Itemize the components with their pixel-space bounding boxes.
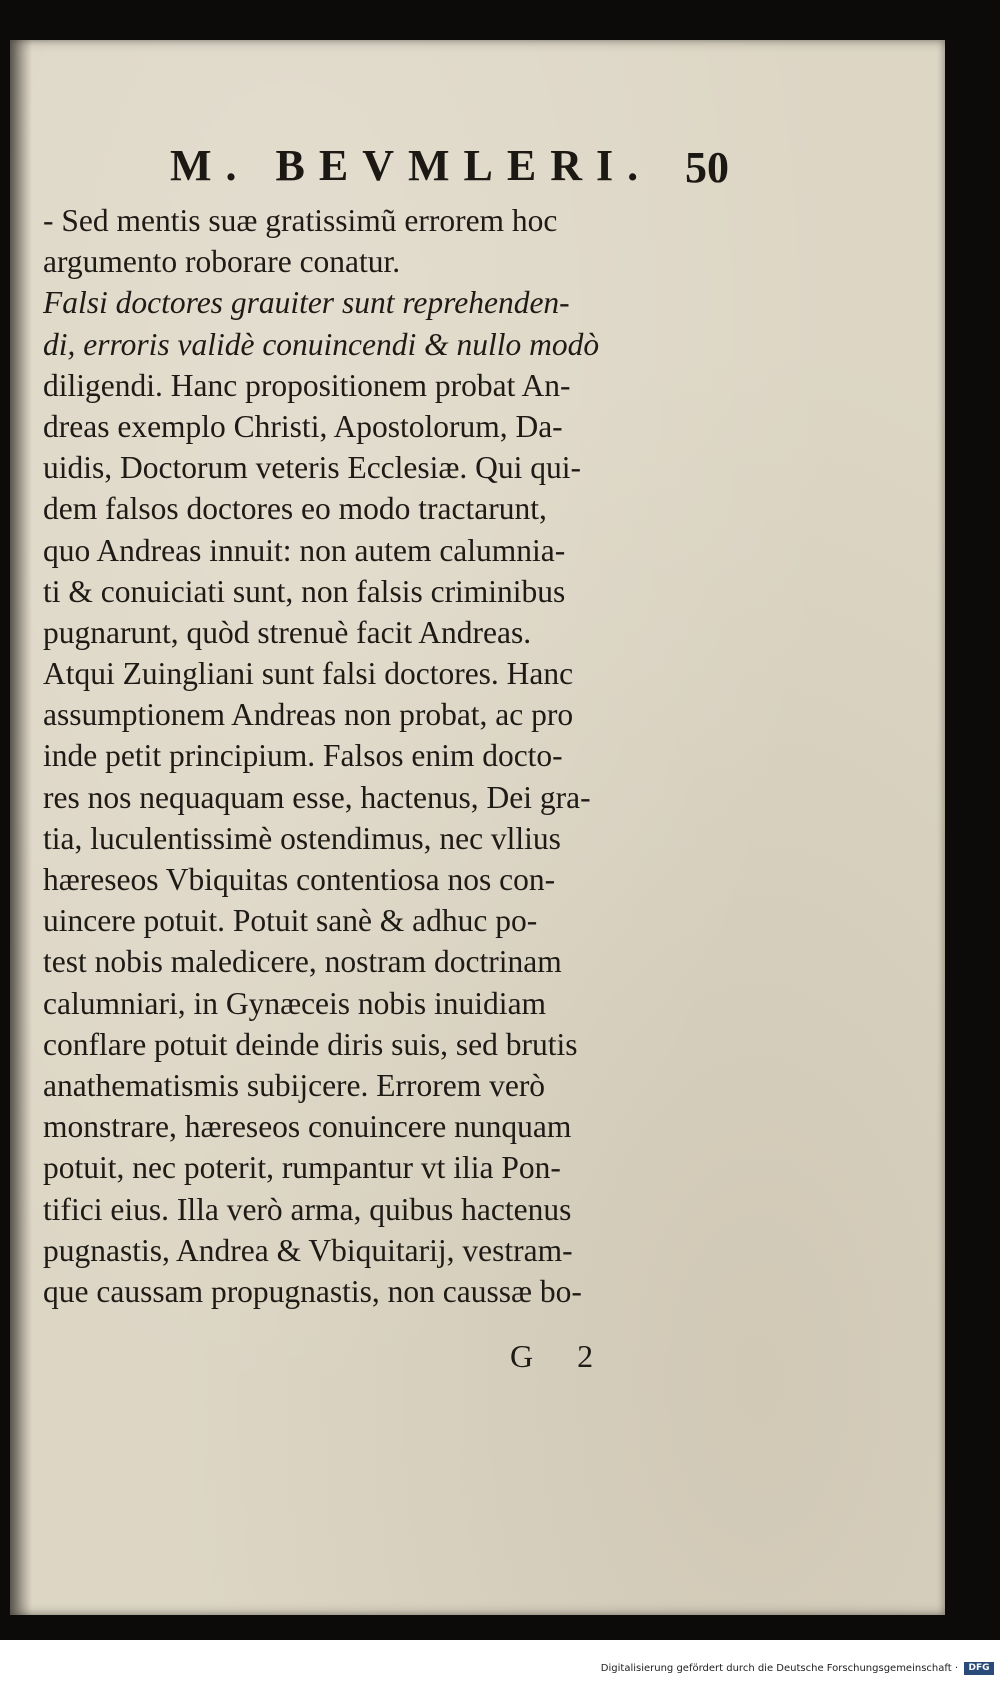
signature-mark: G 2 [510,1338,612,1374]
text-line: que caussam propugnastis, non caussæ bo- [43,1273,582,1309]
page-number: 50 [685,143,729,192]
text-line: assumptionem Andreas non probat, ac pro [43,697,574,733]
text-line: tia, luculentissimè ostendimus, nec vllius [43,820,561,856]
text-line: - Sed mentis suæ gratissimũ errorem hoc [43,203,558,238]
text-line: tifici eius. Illa verò arma, quibus hactenus [43,1191,572,1227]
text-line: argumento roborare conatur. [43,244,401,280]
text-line: anathematismis subijcere. Errorem verò [43,1067,546,1103]
text-line: inde petit principium. Falsos enim docto- [43,738,563,774]
text-line: Atqui Zuingliani sunt falsi doctores. Hanc [43,656,574,692]
text-line: diligendi. Hanc propositionem probat An- [43,367,571,403]
text-line: uidis, Doctorum veteris Ecclesiæ. Qui qui- [43,450,582,486]
text-line: di, erroris validè conuincendi & nullo modò [43,326,600,362]
text-line: monstrare, hæreseos conuincere nunquam [43,1109,572,1145]
text-line: uincere potuit. Potuit sanè & adhuc po- [43,903,538,939]
text-line: conflare potuit deinde diris suis, sed brutis [43,1026,578,1062]
text-line: Falsi doctores grauiter sunt reprehenden- [43,285,570,321]
text-line: quo Andreas innuit: non autem calumnia- [43,532,566,568]
text-line: dreas exemplo Christi, Apostolorum, Da- [43,408,563,444]
text-line: hæreseos Vbiquitas contentiosa nos con- [43,862,556,897]
text-line: pugnastis, Andrea & Vbiquitarij, vestram- [43,1232,573,1268]
text-line: test nobis maledicere, nostram doctrinam [43,944,562,980]
text-line: dem falsos doctores eo modo tractarunt, [43,491,547,527]
text-line: potuit, nec poterit, rumpantur vt ilia Pon- [43,1150,561,1186]
text-line: calumniari, in Gynæceis nobis inuidiam [43,985,547,1021]
body-text [43,200,733,1312]
digitization-credit: Digitalisierung gefördert durch die Deutsche Forschungsgemeinschaft · [600,1663,958,1674]
text-line: ti & conuiciati sunt, non falsis criminibus [43,573,566,609]
page-gutter-shadow [10,40,32,1615]
running-head: M. BEVMLERI. [170,141,653,190]
text-line: res nos nequaquam esse, hactenus, Dei gra- [43,779,591,815]
dfg-logo: DFG [964,1662,994,1675]
text-line: pugnarunt, quòd strenuè facit Andreas. [43,614,532,650]
